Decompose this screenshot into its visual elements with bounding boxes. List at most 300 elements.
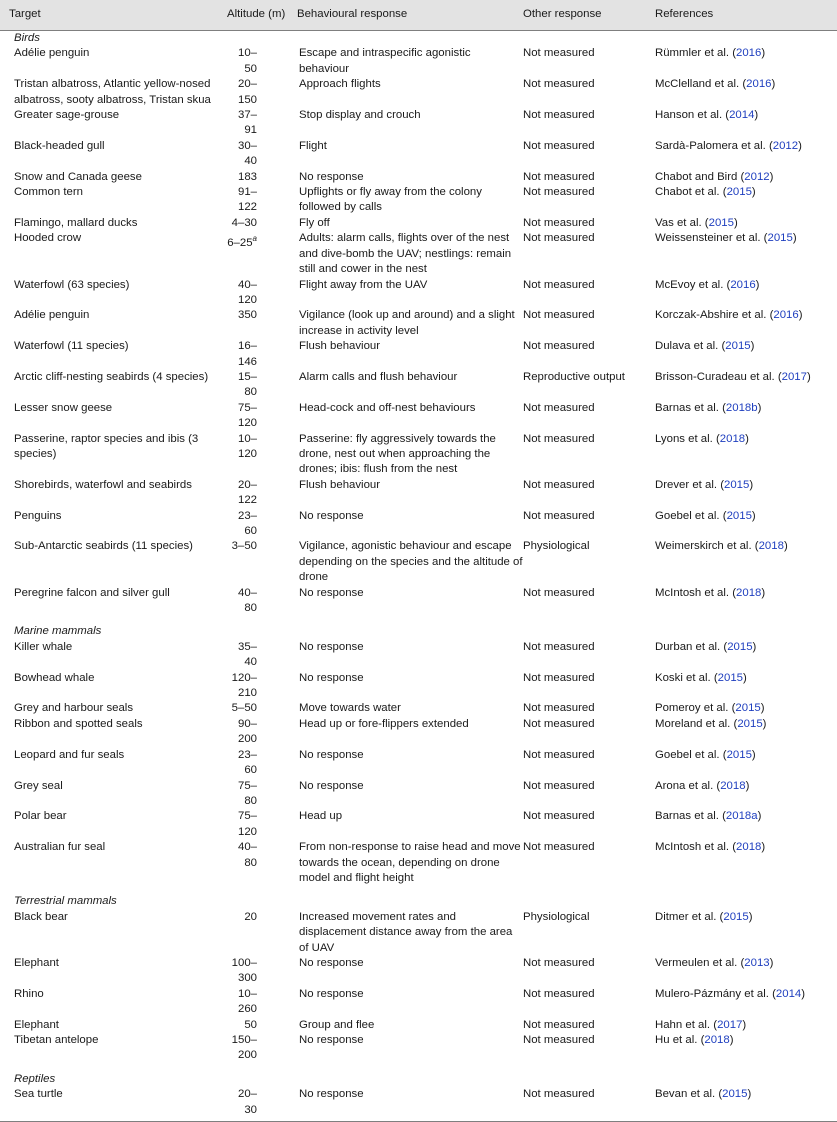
reference-cell: [655, 432, 837, 478]
reference-close-paren: ): [806, 370, 811, 383]
reference-close-paren: ): [742, 1018, 747, 1031]
reference-year-link[interactable]: 2018: [704, 1034, 730, 1046]
altitude-cell: [227, 1033, 297, 1064]
altitude-value: 35–40: [237, 640, 257, 669]
altitude-value: 20–30: [237, 1088, 257, 1116]
header-other-response: Other response: [523, 0, 655, 31]
reference-cell: [655, 640, 837, 671]
altitude-value: 150–200: [231, 1034, 257, 1062]
group-spacer: [0, 886, 837, 894]
reference-cell: [655, 910, 837, 956]
header-altitude: Altitude (m): [227, 0, 297, 31]
table-row: [0, 748, 837, 779]
reference-authors: Durban et al. (: [655, 640, 728, 653]
altitude-cell: [227, 509, 297, 540]
reference-year-link[interactable]: 2015: [722, 1088, 748, 1101]
table-row: [0, 278, 837, 309]
altitude-value: 37–91: [237, 109, 257, 137]
reference-close-paren: ): [792, 232, 797, 245]
reference-close-paren: ): [729, 1034, 734, 1046]
reference-cell: [655, 701, 837, 716]
reference-close-paren: ): [769, 956, 774, 969]
target-cell: Flamingo, mallard ducks: [14, 216, 138, 229]
table-row: [0, 401, 837, 432]
behaviour-cell: Flush behaviour: [299, 340, 381, 353]
reference-year-link[interactable]: 2013: [744, 956, 770, 969]
reference-authors: Sardà-Palomera et al. (: [655, 139, 773, 152]
altitude-cell: [227, 478, 297, 509]
target-cell: Tibetan antelope: [14, 1034, 99, 1046]
target-cell: Bowhead whale: [14, 671, 95, 684]
reference-authors: Chabot et al. (: [655, 186, 727, 199]
behaviour-cell: No response: [299, 956, 364, 969]
target-cell: Lesser snow geese: [14, 401, 113, 414]
altitude-cell: [227, 231, 297, 277]
altitude-value: 4–30: [231, 216, 257, 229]
reference-cell: [655, 671, 837, 702]
other-response-cell: Not measured: [523, 717, 595, 730]
behaviour-cell: Move towards water: [299, 702, 401, 715]
other-response-cell: Not measured: [523, 109, 595, 122]
other-response-cell: Physiological: [523, 540, 590, 553]
other-response-cell: Not measured: [523, 810, 595, 823]
altitude-value: 10–50: [237, 47, 257, 75]
other-response-cell: Not measured: [523, 232, 595, 245]
table-row: [0, 809, 837, 840]
behaviour-cell: Head up or fore-flippers extended: [299, 717, 469, 730]
reference-authors: McClelland et al. (: [655, 78, 747, 91]
table-row: [0, 46, 837, 77]
reference-cell: [655, 509, 837, 540]
reference-year-link[interactable]: 2015: [726, 509, 752, 522]
reference-year-link[interactable]: 2015: [725, 340, 751, 353]
reference-close-paren: ): [751, 748, 756, 761]
target-cell: Elephant: [14, 1018, 59, 1031]
table-row: [0, 339, 837, 370]
reference-close-paren: ): [751, 186, 756, 199]
reference-authors: Korczak-Abshire et al. (: [655, 309, 774, 322]
reference-authors: Hanson et al. (: [655, 109, 730, 122]
other-response-cell: Not measured: [523, 47, 595, 60]
altitude-cell: [227, 586, 297, 617]
reference-year-link[interactable]: 2015: [727, 640, 753, 653]
reference-cell: [655, 170, 837, 185]
behaviour-cell: Flight away from the UAV: [299, 278, 428, 291]
altitude-cell: [227, 139, 297, 170]
reference-authors: Hu et al. (: [655, 1034, 705, 1046]
other-response-cell: Not measured: [523, 987, 595, 1000]
altitude-cell: [227, 1087, 297, 1121]
other-response-cell: Not measured: [523, 956, 595, 969]
table-row: [0, 779, 837, 810]
reference-close-paren: ): [761, 47, 766, 60]
altitude-cell: [227, 779, 297, 810]
reference-close-paren: ): [760, 702, 765, 715]
reference-cell: [655, 809, 837, 840]
other-response-cell: Not measured: [523, 340, 595, 353]
reference-year-link[interactable]: 2016: [773, 309, 799, 322]
reference-year-link[interactable]: 2018b: [725, 401, 758, 414]
reference-authors: Drever et al. (: [655, 478, 724, 491]
table-row: [0, 1033, 837, 1064]
reference-cell: [655, 1087, 837, 1121]
altitude-cell: [227, 987, 297, 1018]
reference-cell: [655, 478, 837, 509]
altitude-value: 75–80: [237, 779, 257, 807]
altitude-value: 10–260: [237, 987, 257, 1016]
table-row: [0, 509, 837, 540]
reference-cell: [655, 717, 837, 748]
group-heading-row: [0, 1072, 837, 1087]
table-body: [0, 31, 837, 1122]
behaviour-cell: Increased movement rates and displacement distance away from the area of UAV: [299, 910, 513, 954]
table-row: [0, 840, 837, 886]
target-cell: Peregrine falcon and silver gull: [14, 586, 170, 599]
other-response-cell: Not measured: [523, 509, 595, 522]
behaviour-cell: Flush behaviour: [299, 478, 381, 491]
reference-authors: Lyons et al. (: [655, 432, 720, 445]
behaviour-cell: Head up: [299, 810, 343, 823]
table-row: [0, 717, 837, 748]
reference-cell: [655, 108, 837, 139]
group-heading-row: [0, 894, 837, 909]
altitude-value: 3–50: [231, 540, 257, 553]
behaviour-cell: Stop display and crouch: [299, 109, 421, 122]
altitude-cell: [227, 77, 297, 108]
reference-close-paren: ): [757, 810, 762, 823]
altitude-cell: [227, 308, 297, 339]
altitude-value: 20–122: [237, 478, 257, 507]
reference-cell: [655, 46, 837, 77]
reference-authors: Goebel et al. (: [655, 748, 727, 761]
reference-cell: [655, 539, 837, 585]
behaviour-cell: Fly off: [299, 216, 330, 229]
other-response-cell: Not measured: [523, 640, 595, 653]
reference-authors: Dulava et al. (: [655, 340, 726, 353]
altitude-value: 30–40: [237, 139, 257, 168]
group-heading: Reptiles: [14, 1072, 56, 1085]
reference-close-paren: ): [743, 671, 747, 684]
other-response-cell: Not measured: [523, 216, 595, 229]
behaviour-cell: No response: [299, 779, 364, 792]
spacer-cell: [0, 1064, 837, 1072]
behaviour-cell: Approach flights: [299, 78, 381, 91]
table-row: [0, 586, 837, 617]
behaviour-cell: No response: [299, 1088, 364, 1101]
altitude-cell: [227, 46, 297, 77]
reference-cell: [655, 1033, 837, 1064]
altitude-value: 75–120: [237, 810, 257, 838]
target-cell: Shorebirds, waterfowl and seabirds: [14, 478, 192, 491]
target-cell: Hooded crow: [14, 232, 82, 245]
altitude-value: 23–60: [237, 509, 257, 537]
altitude-value: 183: [237, 170, 257, 183]
behaviour-cell: Vigilance, agonistic behaviour and escape depending on the species and the altitude of drone: [299, 540, 523, 584]
target-cell: Killer whale: [14, 640, 73, 653]
altitude-cell: [227, 671, 297, 702]
reference-authors: Brisson-Curadeau et al. (: [655, 370, 782, 383]
target-cell: Arctic cliff-nesting seabirds (4 species): [14, 370, 209, 383]
reference-year-link[interactable]: 2015: [726, 748, 752, 761]
target-cell: Rhino: [14, 987, 44, 1000]
altitude-cell: [227, 432, 297, 478]
altitude-cell: [227, 640, 297, 671]
reference-authors: Pomeroy et al. (: [655, 702, 736, 715]
reference-year-link[interactable]: 2018: [720, 779, 746, 792]
header-references: References: [655, 0, 837, 31]
target-cell: Adélie penguin: [14, 309, 90, 322]
behaviour-cell: Head-cock and off-nest behaviours: [299, 401, 476, 414]
spacer-cell: [0, 616, 837, 624]
reference-authors: Ditmer et al. (: [655, 910, 724, 923]
altitude-value: 15–80: [237, 370, 257, 399]
target-cell: Adélie penguin: [14, 47, 90, 60]
reference-year-link[interactable]: 2015: [735, 702, 761, 715]
other-response-cell: Not measured: [523, 309, 595, 322]
table-row: [0, 478, 837, 509]
altitude-cell: [227, 339, 297, 370]
reference-cell: [655, 840, 837, 886]
reference-close-paren: ): [750, 340, 755, 353]
other-response-cell: Physiological: [523, 910, 590, 923]
other-response-cell: Not measured: [523, 586, 595, 599]
behaviour-cell: No response: [299, 1034, 364, 1046]
altitude-cell: [227, 278, 297, 309]
table-row: [0, 1018, 837, 1033]
other-response-cell: Not measured: [523, 1088, 595, 1101]
reference-close-paren: ): [771, 78, 776, 91]
reference-authors: McIntosh et al. (: [655, 841, 737, 854]
other-response-cell: Not measured: [523, 401, 595, 414]
altitude-value: 75–120: [237, 401, 257, 430]
other-response-cell: Not measured: [523, 1034, 595, 1046]
reference-close-paren: ): [798, 309, 803, 322]
altitude-value: 40–120: [237, 278, 257, 306]
altitude-value: 20: [244, 910, 257, 923]
reference-cell: [655, 339, 837, 370]
target-cell: Black-headed gull: [14, 139, 105, 152]
reference-authors: Arona et al. (: [655, 779, 721, 792]
target-cell: Snow and Canada geese: [14, 170, 142, 183]
other-response-cell: Reproductive output: [523, 370, 625, 383]
other-response-cell: Not measured: [523, 278, 595, 291]
altitude-value: 23–60: [237, 748, 257, 777]
behaviour-cell: No response: [299, 509, 364, 522]
table-row: [0, 216, 837, 231]
table-row: [0, 108, 837, 139]
reference-year-link[interactable]: 2014: [729, 109, 755, 122]
altitude-value: 40–80: [237, 841, 257, 869]
reference-year-link[interactable]: 2015: [708, 216, 734, 229]
reference-year-link[interactable]: 2014: [775, 987, 802, 1000]
reference-cell: [655, 401, 837, 432]
reference-close-paren: ): [762, 717, 767, 730]
reference-year-link[interactable]: 2018: [736, 586, 762, 599]
table-row: [0, 640, 837, 671]
reference-year-link[interactable]: 2017: [781, 370, 807, 383]
reference-cell: [655, 370, 837, 401]
reference-year-link[interactable]: 2012: [772, 139, 799, 152]
reference-authors: Moreland et al. (: [655, 717, 738, 730]
group-heading: Marine mammals: [14, 625, 102, 638]
table-header: [0, 0, 837, 31]
other-response-cell: Not measured: [523, 1018, 595, 1031]
behaviour-cell: From non-response to raise head and move towards the ocean, depending on drone model and flight height: [299, 841, 521, 884]
altitude-cell: [227, 1018, 297, 1033]
altitude-cell: [227, 370, 297, 401]
altitude-cell: [227, 701, 297, 716]
target-cell: Black bear: [14, 910, 68, 923]
altitude-cell: [227, 170, 297, 185]
other-response-cell: Not measured: [523, 748, 595, 761]
behaviour-cell: Group and flee: [299, 1018, 375, 1031]
table-row: [0, 139, 837, 170]
behaviour-cell: No response: [299, 586, 364, 599]
reference-authors: Vermeulen et al. (: [655, 956, 745, 969]
altitude-value: 350: [237, 309, 257, 322]
target-cell: Penguins: [14, 509, 62, 522]
altitude-cell: [227, 910, 297, 956]
other-response-cell: Not measured: [523, 841, 595, 854]
altitude-value: 91–122: [237, 186, 257, 214]
other-response-cell: Not measured: [523, 702, 595, 715]
reference-cell: [655, 77, 837, 108]
reference-cell: [655, 139, 837, 170]
behaviour-cell: No response: [299, 671, 364, 684]
behaviour-cell: Escape and intraspecific agonistic behaviour: [299, 47, 471, 75]
behaviour-cell: No response: [299, 748, 364, 761]
group-heading-row: [0, 31, 837, 47]
footnote-marker: a: [252, 234, 257, 244]
reference-authors: Mulero-Pázmány et al. (: [655, 987, 776, 1000]
reference-close-paren: ): [769, 170, 774, 183]
reference-year-link[interactable]: 2015: [717, 671, 744, 684]
reference-cell: [655, 216, 837, 231]
reference-close-paren: ): [748, 910, 753, 923]
target-cell: Sea turtle: [14, 1088, 63, 1101]
reference-close-paren: ): [798, 139, 802, 152]
reference-year-link[interactable]: 2018a: [725, 810, 758, 823]
reference-close-paren: ): [747, 1088, 752, 1101]
behaviour-cell: No response: [299, 170, 364, 183]
reference-authors: McEvoy et al. (: [655, 278, 731, 291]
target-cell: Tristan albatross, Atlantic yellow-nosed albatross, sooty albatross, Tristan skua: [14, 78, 211, 106]
other-response-cell: Not measured: [523, 170, 595, 183]
behaviour-cell: No response: [299, 987, 364, 1000]
altitude-cell: [227, 717, 297, 748]
reference-close-paren: ): [733, 216, 738, 229]
reference-year-link[interactable]: 2018: [736, 841, 762, 854]
altitude-value: 90–200: [237, 717, 257, 746]
table-row: [0, 185, 837, 216]
reference-authors: Goebel et al. (: [655, 509, 727, 522]
group-heading: Birds: [14, 32, 40, 44]
altitude-cell: [227, 401, 297, 432]
altitude-value: 20–150: [237, 78, 257, 106]
reference-year-link[interactable]: 2018: [758, 540, 784, 553]
reference-year-link[interactable]: 2016: [730, 278, 756, 291]
target-cell: Passerine, raptor species and ibis (3 species): [14, 432, 199, 460]
target-cell: Elephant: [14, 956, 59, 969]
reference-authors: McIntosh et al. (: [655, 586, 737, 599]
reference-year-link[interactable]: 2018: [719, 432, 746, 445]
reference-cell: [655, 231, 837, 277]
reference-close-paren: ): [745, 779, 750, 792]
behaviour-cell: Passerine: fly aggressively towards the drone, nest out when approaching the drones; ibis: flush from the nest: [299, 432, 496, 476]
reference-cell: [655, 586, 837, 617]
reference-year-link[interactable]: 2015: [724, 478, 750, 491]
reference-authors: Hahn et al. (: [655, 1018, 718, 1031]
altitude-cell: [227, 809, 297, 840]
target-cell: Greater sage-grouse: [14, 109, 120, 122]
table-row: [0, 231, 837, 277]
reference-year-link[interactable]: 2015: [767, 232, 793, 245]
table-row: [0, 910, 837, 956]
altitude-cell: [227, 956, 297, 987]
altitude-cell: [227, 840, 297, 886]
target-cell: Waterfowl (63 species): [14, 278, 130, 291]
reference-close-paren: ): [761, 841, 766, 854]
other-response-cell: Not measured: [523, 432, 595, 445]
altitude-value: 120–210: [231, 671, 257, 700]
reference-cell: [655, 987, 837, 1018]
reference-year-link[interactable]: 2016: [736, 47, 762, 60]
reference-year-link[interactable]: 2017: [717, 1018, 743, 1031]
target-cell: Leopard and fur seals: [14, 748, 125, 761]
target-cell: Common tern: [14, 186, 84, 199]
other-response-cell: Not measured: [523, 78, 595, 91]
header-target: Target: [0, 0, 227, 31]
altitude-value: 50: [244, 1018, 257, 1031]
reference-close-paren: ): [749, 478, 754, 491]
target-cell: Grey seal: [14, 779, 63, 792]
reference-year-link[interactable]: 2015: [726, 186, 752, 199]
reference-authors: Barnas et al. (: [655, 401, 726, 414]
reference-cell: [655, 956, 837, 987]
altitude-cell: [227, 539, 297, 585]
reference-close-paren: ): [783, 540, 788, 553]
altitude-value: 40–80: [237, 586, 257, 615]
reference-authors: Koski et al. (: [655, 671, 718, 684]
other-response-cell: Not measured: [523, 671, 595, 684]
reference-authors: Chabot and Bird (: [655, 170, 745, 183]
other-response-cell: Not measured: [523, 478, 595, 491]
table-row: [0, 1087, 837, 1121]
target-cell: Sub-Antarctic seabirds (11 species): [14, 540, 193, 553]
table-row: [0, 671, 837, 702]
table-row: [0, 987, 837, 1018]
reference-year-link[interactable]: 2012: [744, 170, 770, 183]
group-heading-row: [0, 624, 837, 639]
reference-close-paren: ): [754, 109, 759, 122]
spacer-cell: [0, 886, 837, 894]
reference-close-paren: ): [757, 401, 762, 414]
target-cell: Grey and harbour seals: [14, 702, 134, 715]
group-heading: Terrestrial mammals: [14, 895, 117, 908]
reference-year-link[interactable]: 2016: [746, 78, 772, 91]
reference-authors: Weissensteiner et al. (: [655, 232, 768, 245]
table-row: [0, 432, 837, 478]
behaviour-cell: Upflights or fly away from the colony followed by calls: [299, 186, 482, 214]
behaviour-cell: No response: [299, 640, 364, 653]
reference-close-paren: ): [755, 278, 760, 291]
reference-close-paren: ): [751, 509, 756, 522]
table-row: [0, 77, 837, 108]
reference-year-link[interactable]: 2015: [723, 910, 749, 923]
header-behavioural-response: Behavioural response: [297, 0, 523, 31]
altitude-value: 6–25: [227, 237, 253, 250]
reference-year-link[interactable]: 2015: [737, 717, 763, 730]
